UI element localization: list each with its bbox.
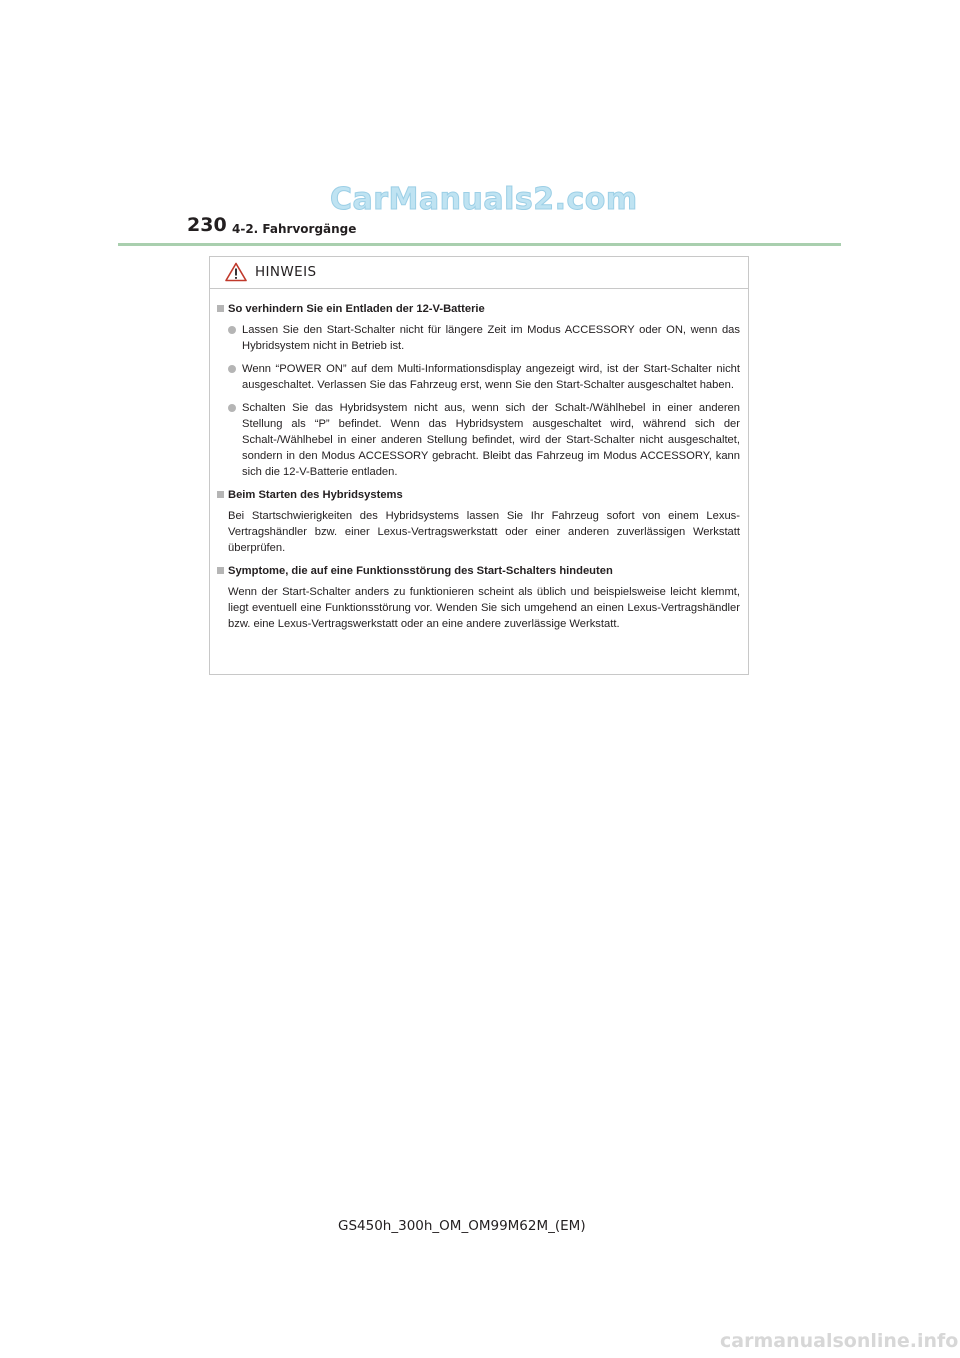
notice-box <box>209 256 749 675</box>
square-bullet-icon <box>217 491 224 498</box>
section-heading-text: So verhindern Sie ein Entladen der 12-V-Batterie <box>228 303 485 315</box>
square-bullet-icon <box>217 305 224 312</box>
paragraph: Bei Startschwierigkeiten des Hybridsystems lassen Sie Ihr Fahrzeug sofort von einem Lexus-Vertragshändler bzw. einer Lexus-Vertragswerkstatt oder einer anderen zuverlässigen Werkstatt überprüfen. <box>228 510 740 554</box>
header-divider <box>118 243 841 246</box>
list-item <box>217 400 740 480</box>
list-item-text: Lassen Sie den Start-Schalter nicht für längere Zeit im Modus ACCESSORY oder ON, wenn das Hybridsystem nicht in Betrieb ist. <box>242 324 740 352</box>
list-item <box>217 322 740 354</box>
square-bullet-icon <box>217 567 224 574</box>
section-heading-text: Symptome, die auf eine Funktionsstörung des Start-Schalters hindeuten <box>228 565 613 577</box>
page-number: 230 <box>187 214 227 236</box>
paragraph: Wenn der Start-Schalter anders zu funktionieren scheint als üblich und beispielsweise leicht klemmt, liegt eventuell eine Funktionsstörung vor. Wenden Sie sich umgehend an einen Lexus-Vertragshändler bzw. eine Lexus-Vertragswerkstatt oder an eine andere zuverlässige Werkstatt. <box>228 586 740 630</box>
list-item <box>217 361 740 393</box>
watermark-carmanualsonline: carmanualsonline.info <box>720 1330 959 1352</box>
list-item-text: Wenn “POWER ON” auf dem Multi-Informationsdisplay angezeigt wird, ist der Start-Schalter nicht ausgeschaltet. Verlassen Sie das Fahrzeug erst, wenn Sie den Start-Schalter ausgeschaltet haben. <box>242 363 740 391</box>
section-title: 4-2. Fahrvorgänge <box>232 222 357 236</box>
document-code: GS450h_300h_OM_OM99M62M_(EM) <box>338 1218 586 1234</box>
section-heading <box>217 563 740 580</box>
notice-body <box>210 289 748 632</box>
list-item-text: Schalten Sie das Hybridsystem nicht aus, wenn sich der Schalt-/Wählhebel in einer anderen Stellung als “P” befindet. Wenn das Hybridsystem ausgeschaltet wird, während sich der Schalt-/Wählhebel in einer anderen Stellung befindet, wird der Start-Schalter nicht ausgeschaltet, sondern in den Modus ACCESSORY gebracht. Bleibt das Fahrzeug im Modus ACCESSORY, kann sich die 12-V-Batterie entladen. <box>242 402 740 478</box>
watermark-carmanuals2: CarManuals2.com <box>330 182 638 217</box>
section-heading-text: Beim Starten des Hybridsystems <box>228 489 403 501</box>
circle-bullet-icon <box>228 365 236 373</box>
notice-header <box>210 257 748 289</box>
circle-bullet-icon <box>228 404 236 412</box>
section-heading <box>217 301 740 318</box>
section-heading <box>217 487 740 504</box>
warning-triangle-icon <box>225 262 247 282</box>
circle-bullet-icon <box>228 326 236 334</box>
notice-title: HINWEIS <box>255 264 317 280</box>
